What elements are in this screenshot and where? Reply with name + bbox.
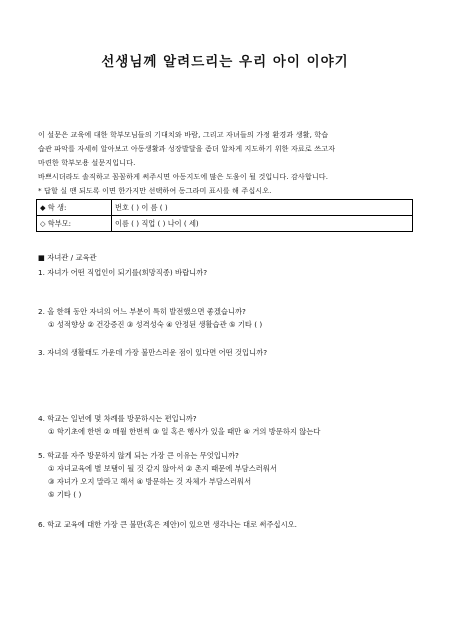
page-title: 선생님께 알려드리는 우리 아이 이야기 (101, 54, 349, 70)
question-5 (38, 449, 277, 501)
question-text: 3. 자녀의 생활태도 가운데 가장 불만스러운 점이 있다면 어떤 것입니까? (38, 348, 268, 357)
intro-line: 마련한 학부모용 설문지입니다. (38, 158, 136, 167)
question-text: 2. 올 한해 동안 자녀의 어느 부분이 특히 발전했으면 좋겠습니까? (38, 307, 246, 316)
question-2 (38, 305, 262, 331)
question-text: 1. 자녀가 어떤 직업인이 되기를(희망직종) 바랍니까? (38, 268, 208, 277)
answer-options[interactable]: ⑤ 기타 ( ) (48, 490, 82, 499)
intro-line: 바쁘시더라도 솔직하고 꼼꼼하게 써주시면 아동지도에 많은 도움이 될 것입니다. 감사합니다. (38, 172, 329, 181)
parent-row (37, 216, 413, 232)
info-table (36, 199, 413, 232)
question-4 (38, 412, 320, 438)
question-text: 6. 학교 교육에 대한 가장 큰 불만(혹은 제안)이 있으면 생각나는 대로 써주십시오. (38, 520, 297, 529)
intro-line: 습관 파악를 자세히 알아보고 아동생활과 성장발달을 좀더 알차게 지도하기 위한 자료로 쓰고자 (38, 144, 336, 153)
section-heading: ■ 자녀관 / 교육관 (38, 253, 97, 262)
answer-options[interactable]: ③ 자녀가 오지 말라고 해서 ④ 방문하는 것 자체가 부담스러워서 (48, 477, 252, 486)
answer-options[interactable]: ① 성적향상 ② 건강증진 ③ 성격성숙 ④ 안정된 생활습관 ⑤ 기타 ( ) (48, 320, 263, 329)
intro-line: 이 설문은 교육에 대한 학부모님들의 기대치와 바람, 그리고 자녀들의 가정 환경과 생활, 학습 (38, 130, 329, 139)
student-fields[interactable]: 번호 ( ) 이 름 ( ) (112, 200, 413, 216)
intro-text (38, 128, 418, 198)
question-text: 5. 학교를 자주 방문하지 않게 되는 가장 큰 이유는 무엇입니까? (38, 451, 239, 460)
parent-fields[interactable]: 이름 ( ) 직업 ( ) 나이 ( 세) (112, 216, 413, 232)
intro-line: * 답할 실 땐 되도록 이면 한가지만 선택하여 동그라미 표시를 해 주십시오. (38, 186, 272, 195)
question-text: 4. 학교는 일년에 몇 차례를 방문하시는 편입니까? (38, 414, 197, 423)
question-1 (38, 266, 207, 279)
student-label: ◆ 학 생: (37, 200, 112, 216)
student-row (37, 200, 413, 216)
question-6 (38, 518, 297, 531)
parent-label: ◇ 학부모: (37, 216, 112, 232)
question-3 (38, 346, 267, 359)
answer-options[interactable]: ① 학기초에 한번 ② 매월 한번씩 ③ 일 혹은 행사가 있을 때만 ④ 거의 방문하지 않는다 (48, 427, 321, 436)
answer-options[interactable]: ① 자녀교육에 별 보탬이 될 것 같지 않아서 ② 촌지 때문에 부담스러워서 (48, 464, 277, 473)
